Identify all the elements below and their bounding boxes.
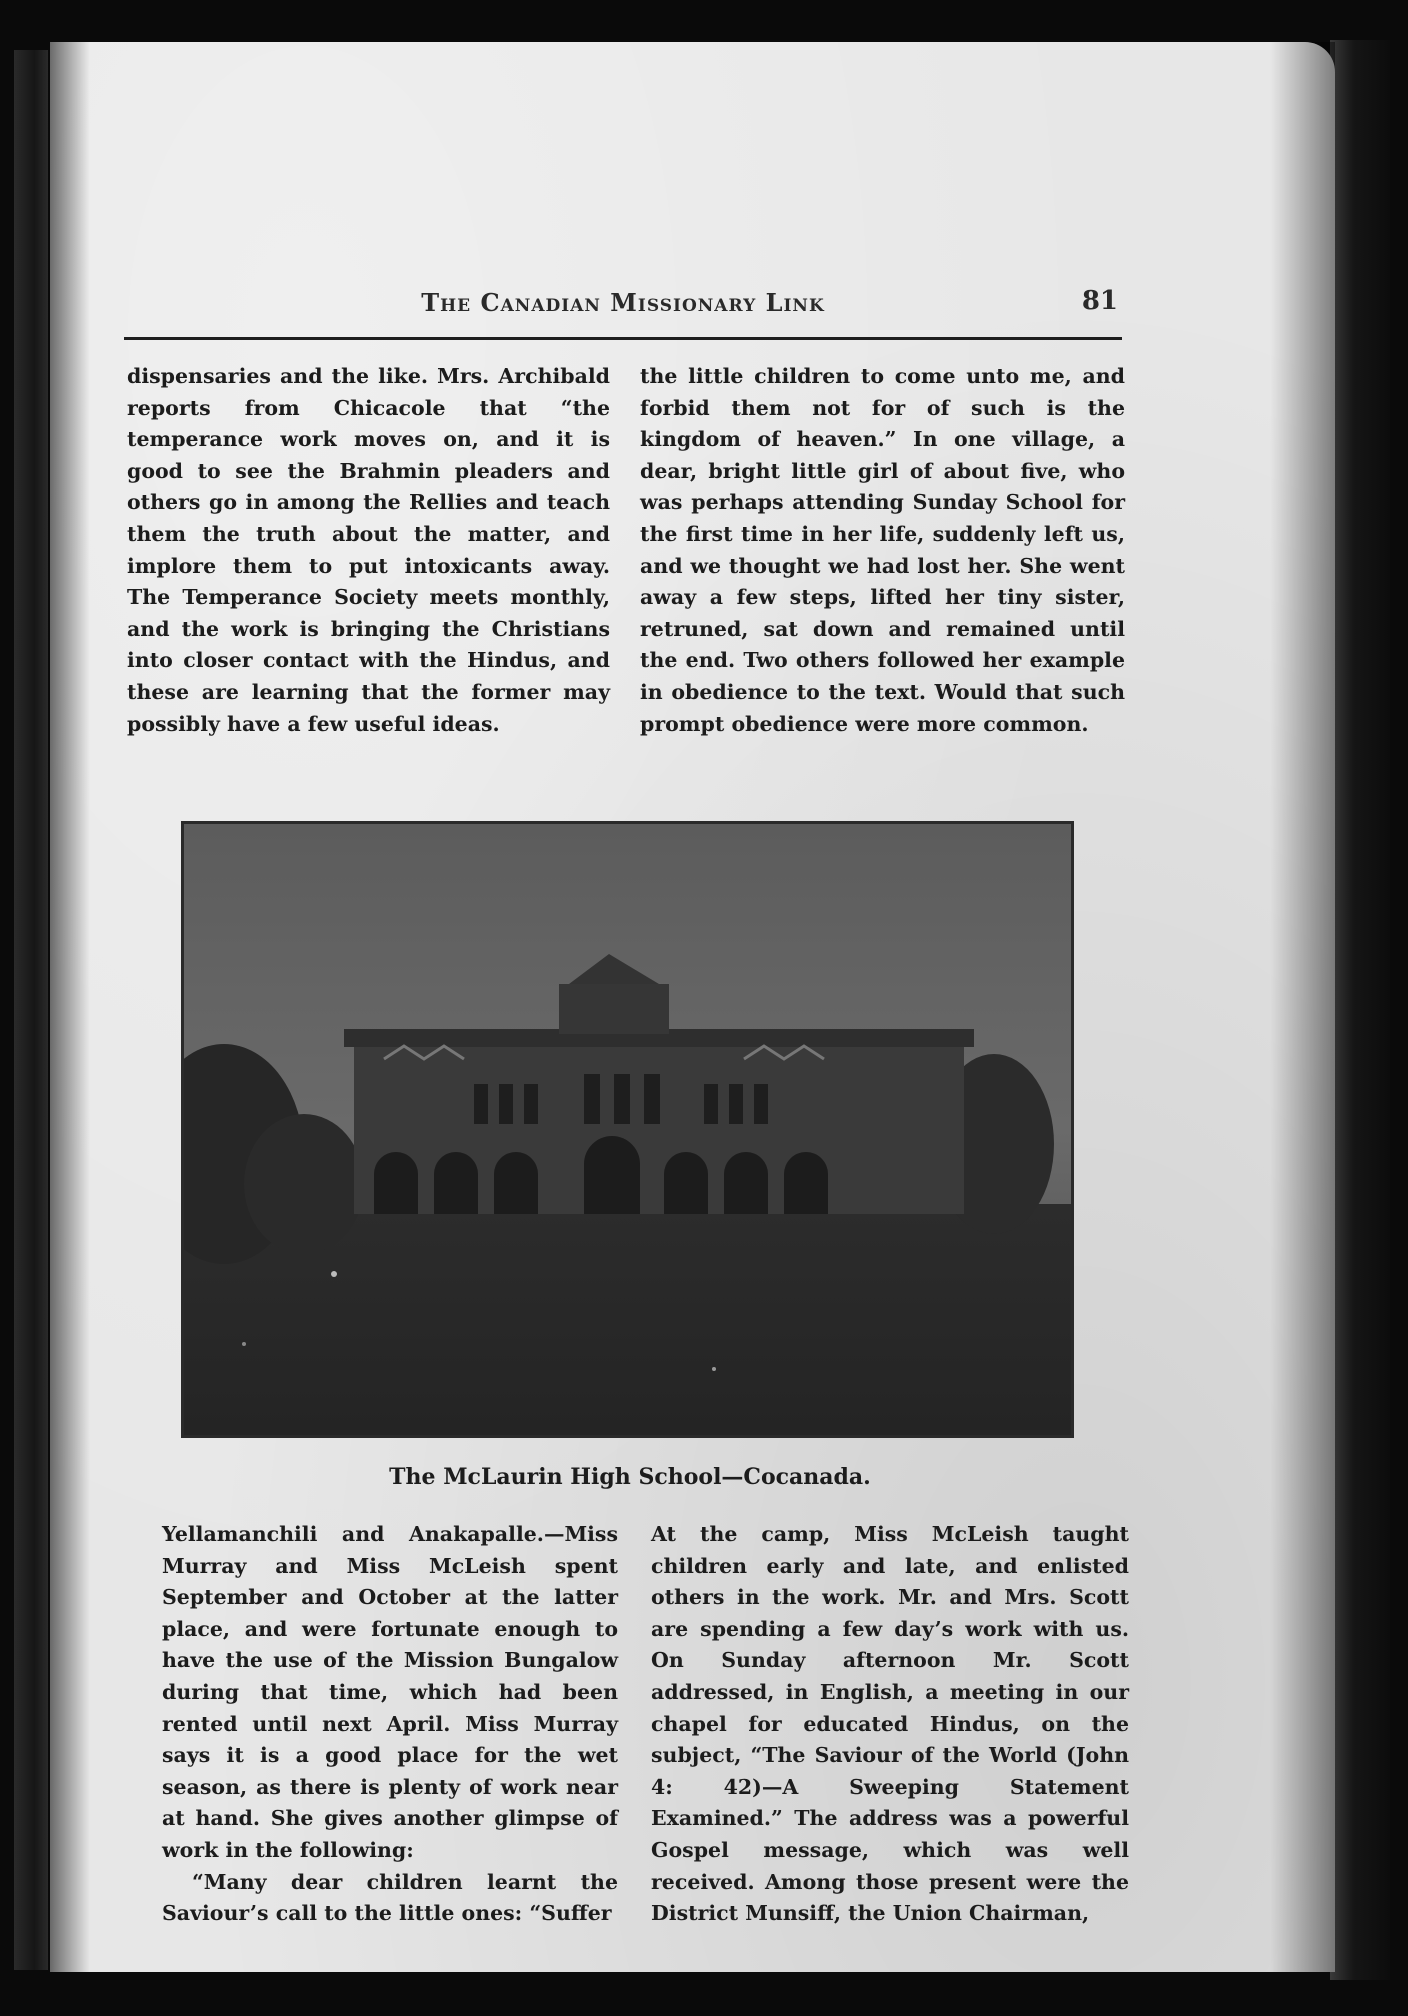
section-heading: Yellamanchili and Anakapalle.: [162, 1522, 544, 1546]
page-number: 81: [1081, 286, 1118, 316]
column-top-left: [127, 361, 610, 740]
paragraph-bottom-right: At the camp, Miss McLeish taught children early and late, and enlisted others in the work. Mr. and Mrs. Scott are spending a few day’s work with us. On Sunday afternoon Mr. Scott addressed, in English, a meeting in our chapel for educated Hindus, on the subject, “The Saviour of the World (John 4: 42)—A Sweeping Statement Examined.” The address was a powerful Gospel message, which was well received. Among those present were the District Munsiff, the Union Chairman,: [651, 1522, 1129, 1926]
page-shadow-left: [50, 42, 90, 1972]
building-photo-illustration: [184, 824, 1071, 1435]
column-top-right: [640, 361, 1125, 740]
running-title: The Canadian Missionary Link: [421, 288, 825, 317]
column-bottom-right: [651, 1519, 1129, 1930]
column-bottom-left: [162, 1519, 618, 1930]
school-photograph: [181, 821, 1074, 1438]
paragraph-top-left: dispensaries and the like. Mrs. Archibald reports from Chicacole that “the temperance work moves on, and it is good to see the Brahmin pleaders and others go in among the Rellies and teach them the truth about the matter, and implore them to put intoxicants away. The Temperance Society meets monthly, and the work is bringing the Christians into closer contact with the Hindus, and these are learning that the former may possibly have a few useful ideas.: [127, 364, 610, 736]
page-shadow-right: [1270, 42, 1335, 1972]
paragraph-top-right: the little children to come unto me, and forbid them not for of such is the kingdom of heaven.” In one village, a dear, bright little girl of about five, who was perhaps attending Sunday School for the first time in her life, suddenly left us, and we thought we had lost her. She went away a few steps, lifted her tiny sister, retruned, sat down and remained until the end. Two others followed her example in obedience to the text. Would that such prompt obedience were more common.: [640, 364, 1125, 736]
header-rule: [124, 337, 1122, 340]
binding-strip: [14, 50, 48, 1970]
paragraph-bottom-left: [162, 1519, 618, 1867]
running-head: [128, 288, 1118, 322]
section-body: —Miss Murray and Miss McLeish spent September and October at the latter place, and were fortunate enough to have the use of the Mission Bungalow during that time, which had been rented until next April. Miss Murray says it is a good place for the wet season, as there is plenty of work near at hand. She gives another glimpse of work in the following:: [162, 1522, 618, 1862]
quote-paragraph: “Many dear children learnt the Saviour’s call to the little ones: “Suffer: [162, 1869, 618, 1926]
photo-caption: The McLaurin High School—Cocanada.: [389, 1464, 871, 1490]
book-edge: [1330, 40, 1390, 1980]
